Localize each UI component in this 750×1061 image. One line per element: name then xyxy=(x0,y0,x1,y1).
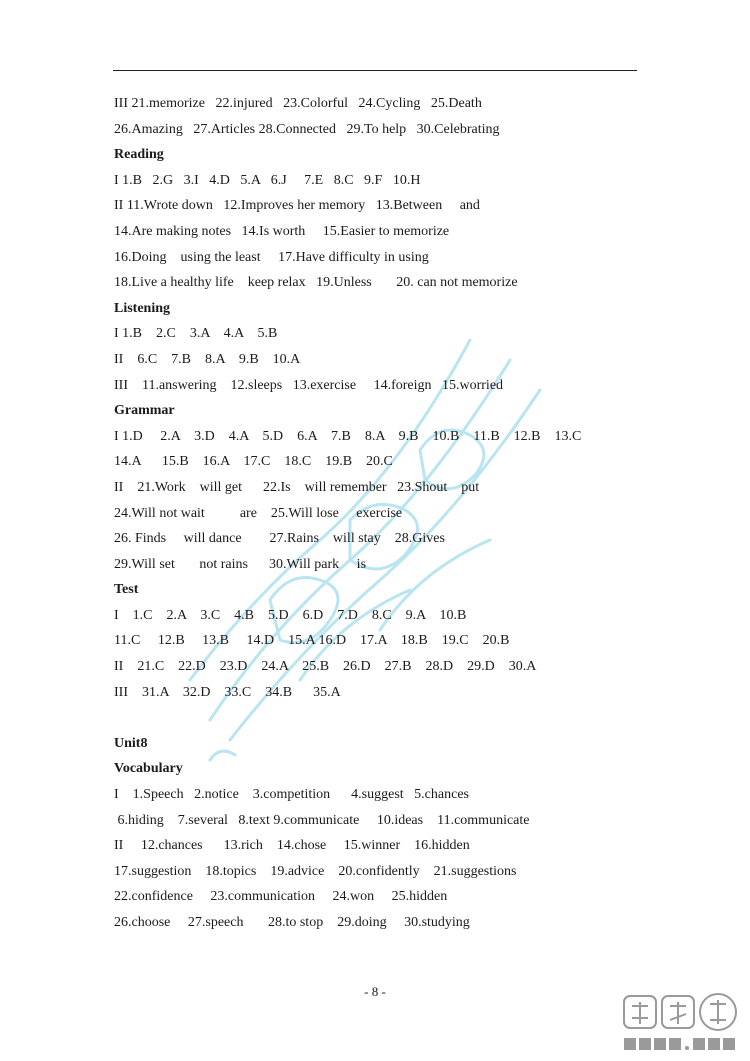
answer-line: 6.hiding 7.several 8.text 9.communicate 10.ideas 11.communicate xyxy=(114,812,530,828)
answer-line: 14.Are making notes 14.Is worth 15.Easier to memorize xyxy=(114,223,450,239)
section-heading: Listening xyxy=(114,300,171,316)
answer-line: 14.A 15.B 16.A 17.C 18.C 19.B 20.C xyxy=(114,454,393,470)
answer-line: I 1.Speech 2.notice 3.competition 4.suggest 5.chances xyxy=(114,787,469,803)
section-heading: Test xyxy=(114,582,139,598)
answer-line: I 1.B 2.C 3.A 4.A 5.B xyxy=(114,326,278,342)
answer-line: III 21.memorize 22.injured 23.Colorful 24.Cycling 25.Death xyxy=(114,96,482,111)
answer-line: 26. Finds will dance 27.Rains will stay 28.Gives xyxy=(114,531,445,547)
answer-line: 18.Live a healthy life keep relax 19.Unless 20. can not memorize xyxy=(114,275,518,291)
blank-line xyxy=(114,705,654,731)
answer-line: I 1.C 2.A 3.C 4.B 5.D 6.D 7.D 8.C 9.A 10.B xyxy=(114,607,467,623)
answer-line: III 11.answering 12.sleeps 13.exercise 14.foreign 15.worried xyxy=(114,377,504,393)
answer-line: II 21.Work will get 22.Is will remember 23.Shout put xyxy=(114,479,480,495)
answer-line: II 11.Wrote down 12.Improves her memory 13.Between and xyxy=(114,198,480,214)
answer-line: III 31.A 32.D 33.C 34.B 35.A xyxy=(114,684,341,700)
answer-line: II 6.C 7.B 8.A 9.B 10.A xyxy=(114,351,301,367)
answer-line: I 1.D 2.A 3.D 4.A 5.D 6.A 7.B 8.A 9.B 10.B 11.B 12.B 13.C xyxy=(114,428,582,444)
page-number: - 8 - xyxy=(364,984,386,999)
section-heading: Grammar xyxy=(114,403,175,419)
answer-key-body xyxy=(114,91,654,936)
header-rule xyxy=(113,70,637,71)
section-heading: Vocabulary xyxy=(114,761,183,777)
section-heading: Reading xyxy=(114,147,164,163)
answer-line: 16.Doing using the least 17.Have difficulty in using xyxy=(114,249,429,265)
answer-line: 11.C 12.B 13.B 14.D 15.A 16.D 17.A 18.B 19.C 20.B xyxy=(114,633,510,649)
answer-line: I 1.B 2.G 3.I 4.D 5.A 6.J 7.E 8.C 9.F 10.H xyxy=(114,172,421,188)
site-logo xyxy=(620,990,745,1058)
answer-line: II 21.C 22.D 23.D 24.A 25.B 26.D 27.B 28.D 29.D 30.A xyxy=(114,659,537,675)
answer-line: 22.confidence 23.communication 24.won 25.hidden xyxy=(114,889,448,905)
answer-line: 24.Will not wait are 25.Will lose exercise xyxy=(114,505,403,521)
answer-line: II 12.chances 13.rich 14.chose 15.winner 16.hidden xyxy=(114,838,470,854)
answer-line: 17.suggestion 18.topics 19.advice 20.confidently 21.suggestions xyxy=(114,863,517,879)
answer-line: 29.Will set not rains 30.Will park is xyxy=(114,556,367,572)
answer-line: 26.choose 27.speech 28.to stop 29.doing 30.studying xyxy=(114,915,470,930)
answer-line: 26.Amazing 27.Articles 28.Connected 29.To help 30.Celebrating xyxy=(114,121,500,137)
section-heading: Unit8 xyxy=(114,735,148,751)
